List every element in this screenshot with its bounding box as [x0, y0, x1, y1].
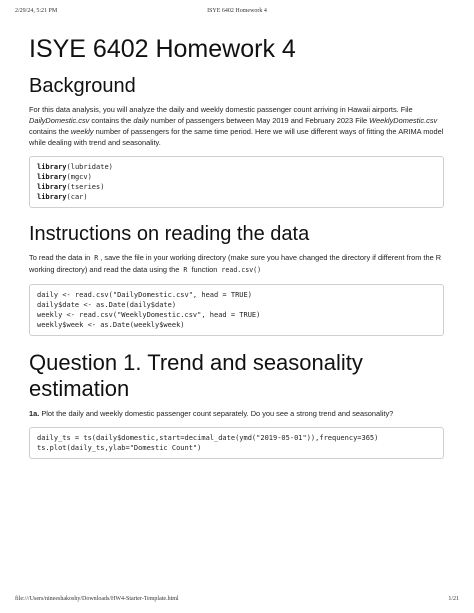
- bg-text-end: number of passengers for the same time period. Here we will use different ways of fitting the ARIMA model while dealing with trend and seasonality.: [29, 127, 444, 147]
- code-keyword: library: [37, 173, 67, 181]
- print-footer: [15, 596, 459, 606]
- code-keyword: library: [37, 163, 67, 171]
- code-line: ts.plot(daily_ts,ylab="Domestic Count"): [37, 444, 202, 452]
- instr-text-1: To read the data in: [29, 253, 93, 262]
- print-header: [15, 8, 459, 18]
- bg-text-mid1: contains the: [89, 116, 134, 125]
- code-line: weekly$week <- as.Date(weekly$week): [37, 321, 185, 329]
- page-title: ISYE 6402 Homework 4: [29, 35, 296, 63]
- code-line: [37, 182, 436, 192]
- print-doc-title: ISYE 6402 Homework 4: [207, 8, 267, 14]
- instructions-heading: Instructions on reading the data: [29, 223, 310, 245]
- print-file-path: file:///Users/nineeshakoshy/Downloads/HW4-Starter-Template.html: [15, 596, 179, 602]
- instr-text-3: function: [189, 265, 220, 274]
- code-arg: (mgcv): [66, 173, 92, 181]
- question1a-label: 1a.: [29, 409, 40, 418]
- library-code-block: [29, 156, 444, 208]
- question1-heading: Question 1. Trend and seasonality estimation: [29, 350, 363, 401]
- question1a-paragraph: [29, 408, 444, 419]
- code-line: daily$date <- as.Date(daily$date): [37, 301, 177, 309]
- instructions-paragraph: [29, 252, 444, 276]
- bg-text-mid3: contains the: [29, 127, 71, 136]
- daily-ts-code-block: [29, 427, 444, 459]
- instr-text-2: , save the file in your working directory (make sure you have changed the directory if different from the R working directory) and read the data using the: [29, 253, 442, 274]
- bg-text-mid2: number of passengers between May 2019 and February 2023 File: [148, 116, 370, 125]
- bg-daily-word: daily: [133, 116, 149, 125]
- inline-code-read-csv: read.csv(): [221, 266, 262, 274]
- code-arg: (car): [66, 193, 88, 201]
- code-line: daily_ts = ts(daily$domestic,start=decimal_date(ymd("2019-05-01")),frequency=365): [37, 434, 379, 442]
- background-heading: Background: [29, 75, 136, 97]
- document-body: [29, 28, 444, 459]
- bg-file-weekly: WeeklyDomestic.csv: [369, 116, 438, 125]
- code-line: [37, 192, 436, 202]
- code-keyword: library: [37, 183, 67, 191]
- read-data-code-block: [29, 284, 444, 336]
- question1a-text: Plot the daily and weekly domestic passenger count separately. Do you see a strong trend and seasonality?: [39, 409, 394, 418]
- bg-text-intro: For this data analysis, you will analyze the daily and weekly domestic passenger count arriving in Hawaii airports. File: [29, 105, 413, 114]
- code-line: [37, 172, 436, 182]
- code-line: daily <- read.csv("DailyDomestic.csv", head = TRUE): [37, 291, 252, 299]
- code-keyword: library: [37, 193, 67, 201]
- code-arg: (lubridate): [66, 163, 113, 171]
- bg-file-daily: DailyDomestic.csv: [29, 116, 90, 125]
- code-line: weekly <- read.csv("WeeklyDomestic.csv", head = TRUE): [37, 311, 261, 319]
- inline-code-r: R: [183, 266, 188, 274]
- code-line: [37, 162, 436, 172]
- bg-weekly-word: weekly: [70, 127, 94, 136]
- inline-code-r: R: [94, 254, 99, 262]
- code-arg: (tseries): [66, 183, 105, 191]
- background-paragraph: [29, 104, 444, 148]
- print-datetime: 2/29/24, 5:21 PM: [15, 8, 58, 14]
- print-page-number: 1/21: [448, 596, 459, 602]
